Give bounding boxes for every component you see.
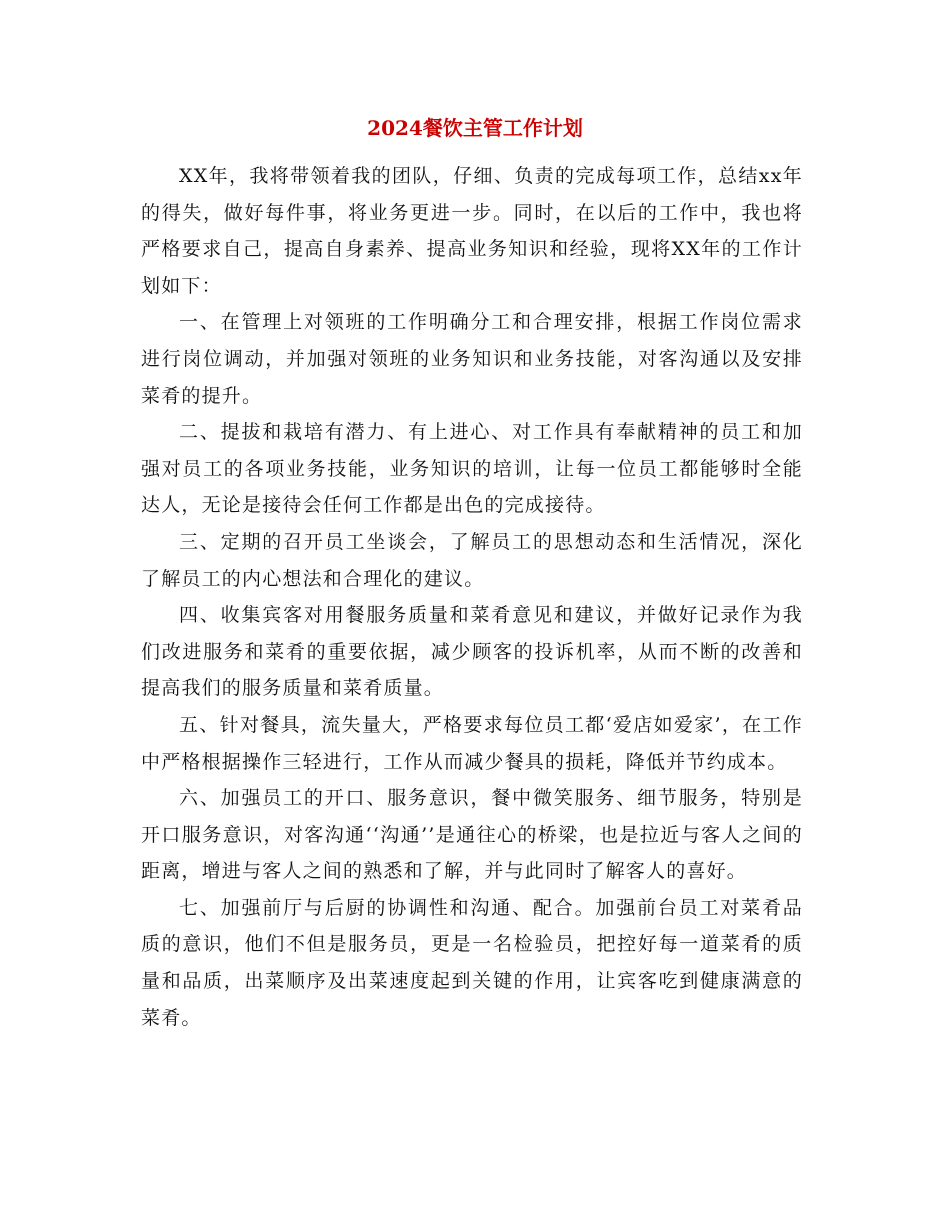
paragraph-item-6: 六、加强员工的开口、服务意识，餐中微笑服务、细节服务，特别是开口服务意识，对客沟通‘‘沟通’’是通往心的桥梁，也是拉近与客人之间的距离，增进与客人之间的熟悉和了解，并与此同时了解客人的喜好。 <box>141 787 803 883</box>
paragraph-item-2: 二、提拔和栽培有潜力、有上进心、对工作具有奉献精神的员工和加强对员工的各项业务技能，业务知识的培训，让每一位员工都能够时全能达人，无论是接待会任何工作都是出色的完成接待。 <box>141 421 803 517</box>
paragraph-item-4: 四、收集宾客对用餐服务质量和菜肴意见和建议，并做好记录作为我们改进服务和菜肴的重要依据，减少顾客的投诉机率，从而不断的改善和提高我们的服务质量和菜肴质量。 <box>141 604 803 700</box>
paragraph-item-5: 五、针对餐具，流失量大，严格要求每位员工都‘爱店如爱家’，在工作中严格根据操作三轻进行，工作从而减少餐具的损耗，降低并节约成本。 <box>141 713 803 773</box>
paragraph-item-7: 七、加强前厅与后厨的协调性和沟通、配合。加强前台员工对菜肴品质的意识，他们不但是服务员，更是一名检验员，把控好每一道菜肴的质量和品质，出菜顺序及出菜速度起到关键的作用，让宾客吃到健康满意的菜肴。 <box>141 896 803 1029</box>
paragraph-item-1: 一、在管理上对领班的工作明确分工和合理安排，根据工作岗位需求进行岗位调动，并加强对领班的业务知识和业务技能，对客沟通以及安排菜肴的提升。 <box>141 311 803 407</box>
paragraph-intro: XX年，我将带领着我的团队，仔细、负责的完成每项工作，总结xx年的得失，做好每件事，将业务更进一步。同时，在以后的工作中，我也将严格要求自己，提高自身素养、提高业务知识和经验，现将XX年的工作计划如下： <box>141 165 803 297</box>
paragraph-item-3: 三、定期的召开员工坐谈会，了解员工的思想动态和生活情况，深化了解员工的内心想法和合理化的建议。 <box>141 530 803 590</box>
document-title: 2024餐饮主管工作计划 <box>367 116 583 140</box>
document-body <box>141 158 803 1036</box>
